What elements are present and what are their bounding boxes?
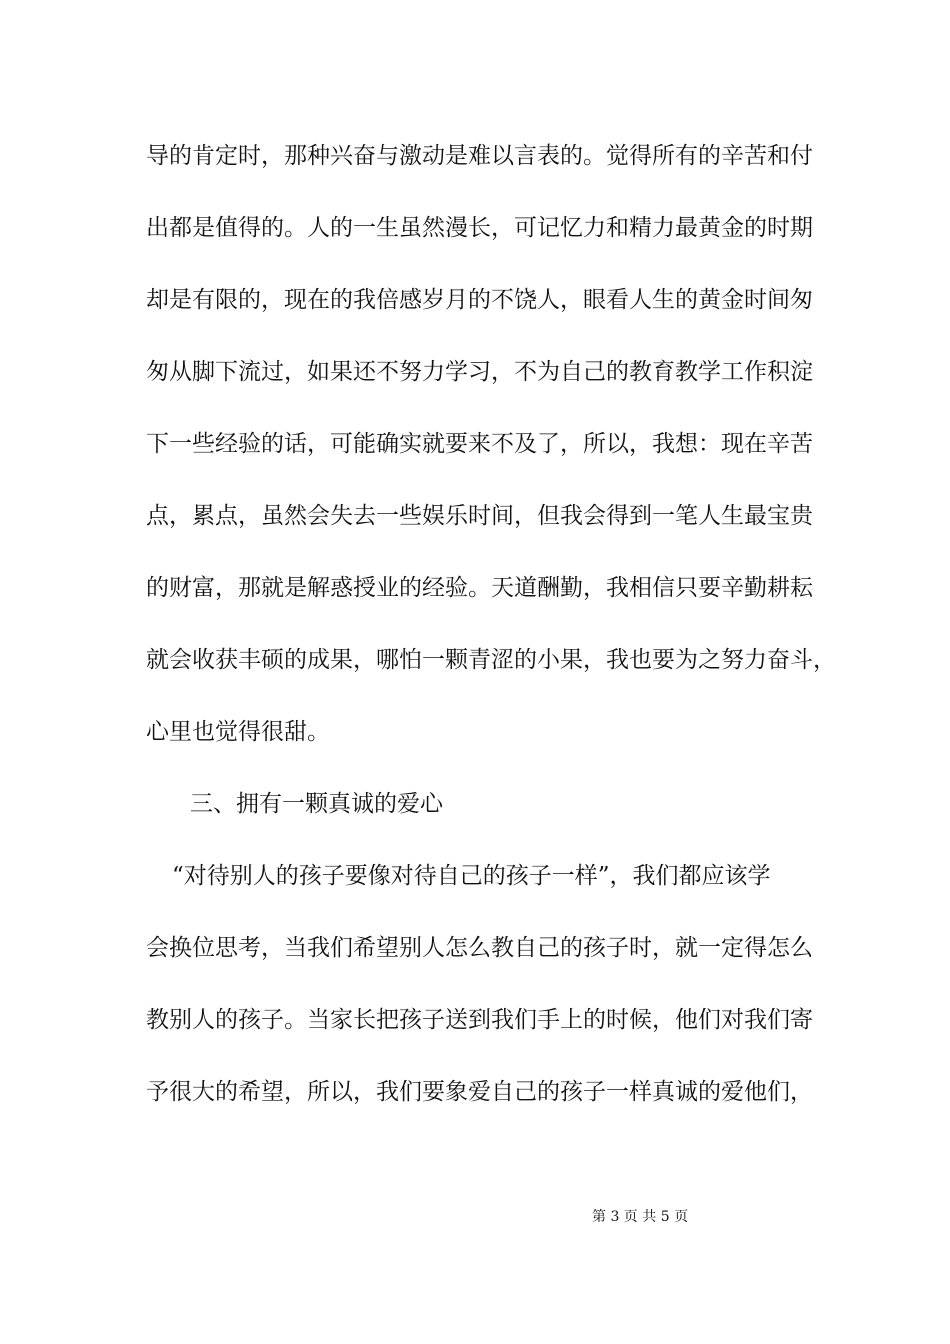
paragraph-line: 予很大的希望，所以，我们要象爱自己的孩子一样真诚的爱他们， [146,1079,813,1105]
paragraph-line: 教别人的孩子。当家长把孩子送到我们手上的时候，他们对我们寄 [146,1007,813,1033]
paragraph-line: 导的肯定时，那种兴奋与激动是难以言表的。觉得所有的辛苦和付 [146,143,813,169]
paragraph-line: 心里也觉得很甜。 [146,719,330,745]
paragraph-line: 匆从脚下流过，如果还不努力学习，不为自己的教育教学工作积淀 [146,359,813,385]
paragraph-line: 出都是值得的。人的一生虽然漫长，可记忆力和精力最黄金的时期 [146,215,813,241]
paragraph-line: 下一些经验的话，可能确实就要来不及了，所以，我想：现在辛苦 [146,431,813,457]
paragraph-line: 就会收获丰硕的成果，哪怕一颗青涩的小果，我也要为之努力奋斗， [146,647,836,673]
paragraph-line: 却是有限的，现在的我倍感岁月的不饶人，眼看人生的黄金时间匆 [146,287,813,313]
page-number: 第 3 页 共 5 页 [592,1209,689,1225]
paragraph-line: 会换位思考，当我们希望别人怎么教自己的孩子时，就一定得怎么 [146,935,813,961]
paragraph-line: 点，累点，虽然会失去一些娱乐时间，但我会得到一笔人生最宝贵 [146,503,813,529]
section-heading: 三、拥有一颗真诚的爱心 [190,791,443,817]
paragraph-line: “对待别人的孩子要像对待自己的孩子一样”，我们都应该学 [172,863,771,889]
paragraph-line: 的财富，那就是解惑授业的经验。天道酬勤，我相信只要辛勤耕耘 [146,575,813,601]
